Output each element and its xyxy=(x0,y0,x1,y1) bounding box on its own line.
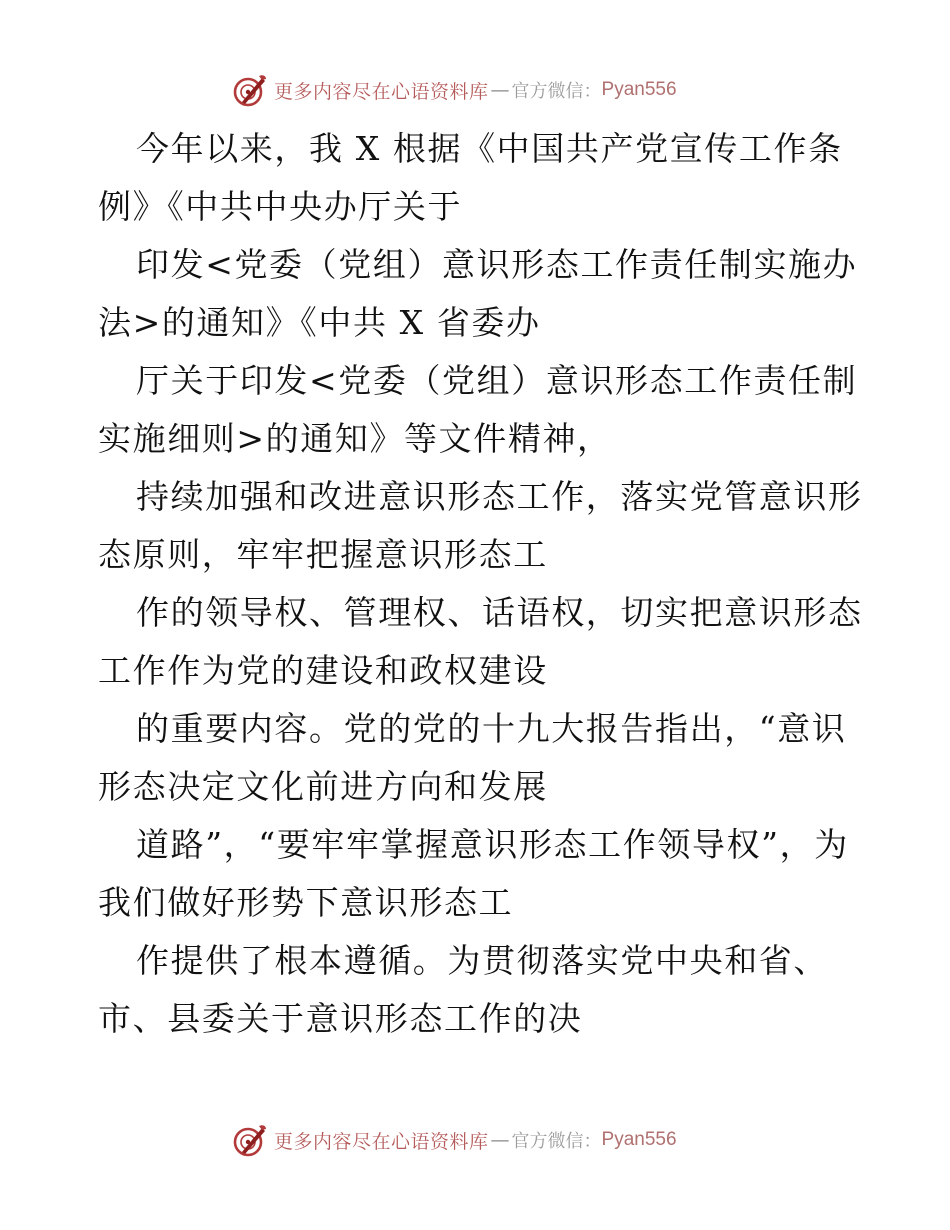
paragraph xyxy=(98,468,863,584)
quill-logo-icon xyxy=(232,72,268,108)
text-line: 实施细则>的通知》等文件精神， xyxy=(98,419,612,458)
promo-text: 更多内容尽在心语资料库 xyxy=(274,80,489,103)
text-line: 例》《中共中央办厅关于 xyxy=(98,187,463,226)
separator-dash: — xyxy=(490,1129,510,1151)
text-line: 作的领导权、管理权、话语权，切实把意识形态 xyxy=(136,593,863,632)
separator-dash: — xyxy=(490,79,510,101)
text-line: 今年以来，我 X 根据《中国共产党宣传工作条 xyxy=(136,129,843,168)
quill-logo-icon xyxy=(232,1122,268,1158)
text-line: 作提供了根本遵循。为贯彻落实党中央和省、 xyxy=(136,941,828,980)
wechat-id: Pyan556 xyxy=(601,79,677,100)
text-line: 持续加强和改进意识形态工作，落实党管意识形 xyxy=(136,477,863,516)
paragraph xyxy=(98,120,858,236)
text-line: 印发<党委（党组）意识形态工作责任制实施办 xyxy=(136,245,858,284)
text-line: 道路”，“要牢牢掌握意识形态工作领导权”，为 xyxy=(136,825,849,864)
wechat-label: 官方微信： xyxy=(511,81,602,102)
promo-text: 更多内容尽在心语资料库 xyxy=(274,1130,489,1153)
body-text xyxy=(98,120,863,1048)
wechat-label: 官方微信： xyxy=(511,1131,602,1152)
header-watermark xyxy=(232,72,677,108)
text-line: 工作作为党的建设和政权建设 xyxy=(98,651,548,690)
text-line: 厅关于印发<党委（党组）意识形态工作责任制 xyxy=(136,361,858,400)
paragraph xyxy=(98,700,858,816)
paragraph xyxy=(98,236,858,352)
paragraph xyxy=(98,816,858,932)
text-line: 的重要内容。党的党的十九大报告指出，“意识 xyxy=(136,709,847,748)
text-line: 法>的通知》《中共 X 省委办 xyxy=(98,303,541,342)
footer-watermark xyxy=(232,1122,677,1158)
paragraph xyxy=(98,352,858,468)
text-line: 市、县委关于意识形态工作的决 xyxy=(98,999,583,1038)
text-line: 态原则，牢牢把握意识形态工 xyxy=(98,535,548,574)
paragraph xyxy=(98,584,863,700)
paragraph xyxy=(98,932,858,1048)
wechat-id: Pyan556 xyxy=(601,1129,677,1150)
text-line: 形态决定文化前进方向和发展 xyxy=(98,767,548,806)
text-line: 我们做好形势下意识形态工 xyxy=(98,883,514,922)
